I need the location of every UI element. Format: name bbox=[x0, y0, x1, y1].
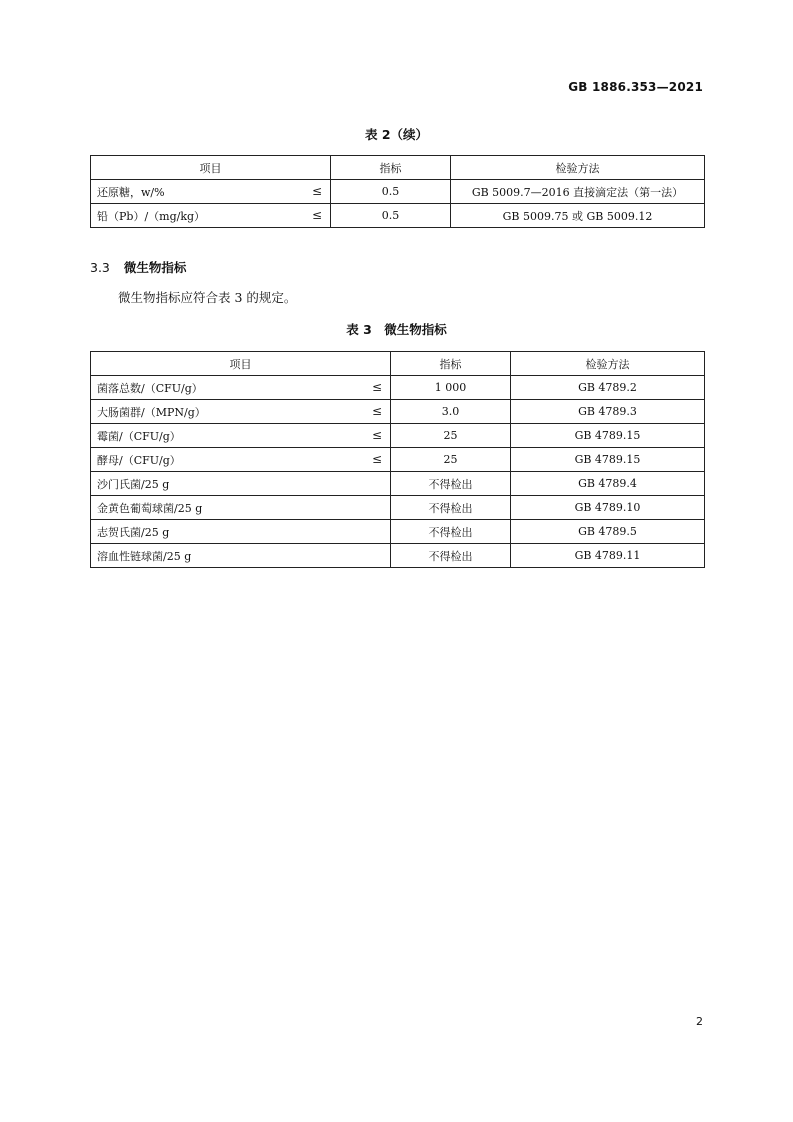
section-number: 3.3 bbox=[90, 260, 110, 275]
method-cell: GB 4789.5 bbox=[511, 520, 705, 544]
section-heading bbox=[90, 258, 186, 276]
operator-symbol: ≤ bbox=[371, 428, 382, 442]
column-header-indicator: 指标 bbox=[391, 352, 511, 376]
value-cell: 0.5 bbox=[331, 180, 451, 204]
table-row bbox=[91, 204, 705, 228]
value-cell: 1 000 bbox=[391, 376, 511, 400]
item-label: 溶血性链球菌/25 g bbox=[97, 549, 192, 563]
method-cell: GB 5009.75 或 GB 5009.12 bbox=[451, 204, 705, 228]
item-label: 沙门氏菌/25 g bbox=[97, 477, 170, 491]
table-row bbox=[91, 424, 705, 448]
item-label: 酵母/（CFU/g） bbox=[97, 453, 181, 467]
table-header-row bbox=[91, 156, 705, 180]
item-label: 还原糖，w/% bbox=[97, 185, 165, 199]
value-cell: 0.5 bbox=[331, 204, 451, 228]
operator-symbol: ≤ bbox=[311, 208, 322, 222]
value-cell: 不得检出 bbox=[391, 520, 511, 544]
value-cell: 不得检出 bbox=[391, 496, 511, 520]
item-label: 菌落总数/（CFU/g） bbox=[97, 381, 203, 395]
table-row bbox=[91, 472, 705, 496]
item-cell bbox=[91, 520, 391, 544]
method-cell: GB 4789.4 bbox=[511, 472, 705, 496]
item-cell bbox=[91, 448, 391, 472]
item-cell bbox=[91, 376, 391, 400]
item-cell bbox=[91, 400, 391, 424]
item-label: 铅（Pb）/（mg/kg） bbox=[97, 209, 206, 223]
item-cell bbox=[91, 496, 391, 520]
section-title: 微生物指标 bbox=[123, 260, 187, 275]
method-cell: GB 4789.11 bbox=[511, 544, 705, 568]
item-label: 大肠菌群/（MPN/g） bbox=[97, 405, 206, 419]
table-header-row bbox=[91, 352, 705, 376]
column-header-method: 检验方法 bbox=[511, 352, 705, 376]
method-cell: GB 4789.15 bbox=[511, 448, 705, 472]
standard-code: GB 1886.353—2021 bbox=[568, 80, 703, 94]
table-row bbox=[91, 376, 705, 400]
section-paragraph: 微生物指标应符合表 3 的规定。 bbox=[118, 290, 297, 305]
value-cell: 不得检出 bbox=[391, 472, 511, 496]
item-label: 志贺氏菌/25 g bbox=[97, 525, 170, 539]
operator-symbol: ≤ bbox=[311, 184, 322, 198]
column-header-indicator: 指标 bbox=[331, 156, 451, 180]
method-cell: GB 4789.10 bbox=[511, 496, 705, 520]
method-cell: GB 4789.15 bbox=[511, 424, 705, 448]
table-3-caption: 表 3 微生物指标 bbox=[346, 322, 447, 337]
item-cell bbox=[91, 204, 331, 228]
method-cell: GB 5009.7—2016 直接滴定法（第一法） bbox=[451, 180, 705, 204]
column-header-item: 项目 bbox=[91, 156, 331, 180]
table-row bbox=[91, 544, 705, 568]
table-row bbox=[91, 520, 705, 544]
table-row bbox=[91, 448, 705, 472]
item-label: 金黄色葡萄球菌/25 g bbox=[97, 501, 203, 515]
method-cell: GB 4789.3 bbox=[511, 400, 705, 424]
value-cell: 3.0 bbox=[391, 400, 511, 424]
operator-symbol: ≤ bbox=[371, 380, 382, 394]
value-cell: 不得检出 bbox=[391, 544, 511, 568]
item-cell bbox=[91, 180, 331, 204]
value-cell: 25 bbox=[391, 448, 511, 472]
column-header-method: 检验方法 bbox=[451, 156, 705, 180]
operator-symbol: ≤ bbox=[371, 452, 382, 466]
table-3 bbox=[90, 351, 705, 568]
table-2-caption: 表 2（续） bbox=[364, 127, 429, 142]
column-header-item: 项目 bbox=[91, 352, 391, 376]
operator-symbol: ≤ bbox=[371, 404, 382, 418]
table-2 bbox=[90, 155, 705, 228]
table-row bbox=[91, 496, 705, 520]
table-row bbox=[91, 400, 705, 424]
item-cell bbox=[91, 544, 391, 568]
value-cell: 25 bbox=[391, 424, 511, 448]
page-number: 2 bbox=[696, 1015, 703, 1028]
table-row bbox=[91, 180, 705, 204]
item-label: 霉菌/（CFU/g） bbox=[97, 429, 181, 443]
method-cell: GB 4789.2 bbox=[511, 376, 705, 400]
item-cell bbox=[91, 424, 391, 448]
item-cell bbox=[91, 472, 391, 496]
